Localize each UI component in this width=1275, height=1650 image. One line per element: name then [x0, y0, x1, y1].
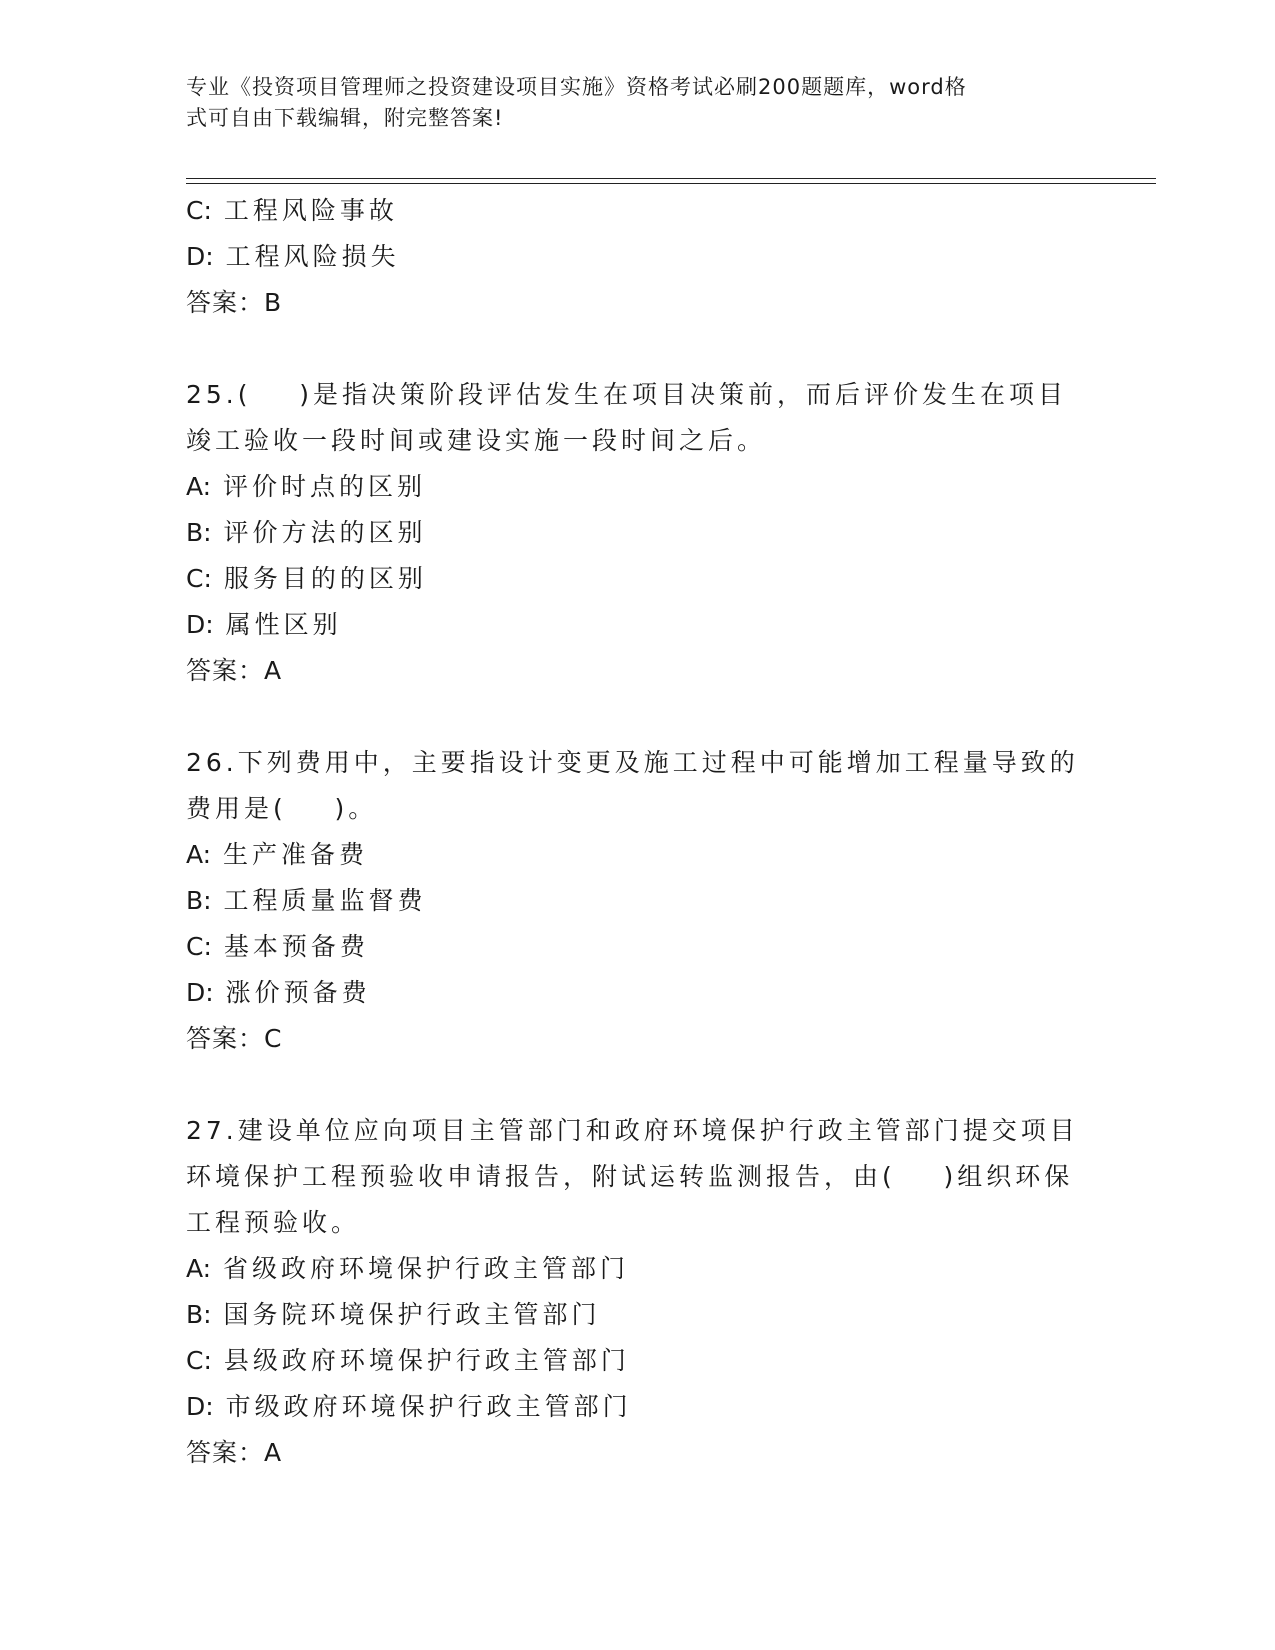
question-stem-line: 竣工验收一段时间或建设实施一段时间之后。 [186, 426, 767, 455]
option-key: B: [186, 518, 212, 547]
option-text: 评价方法的区别 [223, 518, 427, 547]
option-text: 基本预备费 [223, 932, 369, 961]
option-line [186, 188, 1086, 234]
option-key: A: [186, 472, 212, 501]
header-divider-bottom [186, 183, 1156, 184]
carry-over-block [186, 188, 1086, 326]
document-body [186, 188, 1086, 1476]
option-text: 国务院环境保护行政主管部门 [223, 1300, 601, 1329]
option-text: 省级政府环境保护行政主管部门 [223, 1254, 630, 1283]
answer-line: 答案：A [186, 1438, 283, 1467]
option-key: C: [186, 932, 212, 961]
option-line [186, 1338, 1086, 1384]
option-line [186, 924, 1086, 970]
header-line-2: 式可自由下载编辑，附完整答案! [186, 106, 504, 130]
option-text: 工程风险事故 [223, 196, 398, 225]
option-text: 市级政府环境保护行政主管部门 [225, 1392, 632, 1421]
option-line [186, 602, 1086, 648]
question-block-27 [186, 1108, 1086, 1476]
spacer [186, 694, 1086, 740]
option-line [186, 1246, 1086, 1292]
option-key: C: [186, 196, 212, 225]
header-divider-top [186, 178, 1156, 179]
option-key: D: [186, 610, 214, 639]
option-line [186, 510, 1086, 556]
option-key: B: [186, 1300, 212, 1329]
header-line-1: 专业《投资项目管理师之投资建设项目实施》资格考试必刷200题题库，word格 [186, 75, 967, 99]
option-text: 服务目的的区别 [223, 564, 427, 593]
option-text: 评价时点的区别 [223, 472, 427, 501]
option-text: 涨价预备费 [225, 978, 371, 1007]
option-line [186, 1292, 1086, 1338]
option-line [186, 1384, 1086, 1430]
option-line [186, 970, 1086, 1016]
option-line [186, 464, 1086, 510]
spacer [186, 326, 1086, 372]
question-stem-line: 26.下列费用中，主要指设计变更及施工过程中可能增加工程量导致的 [186, 748, 1079, 777]
option-key: C: [186, 1346, 212, 1375]
option-key: D: [186, 1392, 214, 1421]
option-text: 生产准备费 [223, 840, 369, 869]
option-key: C: [186, 564, 212, 593]
option-text: 属性区别 [225, 610, 342, 639]
option-line [186, 556, 1086, 602]
document-header [186, 72, 1066, 134]
option-line [186, 234, 1086, 280]
answer-line: 答案：C [186, 1024, 283, 1053]
option-key: A: [186, 840, 212, 869]
option-text: 工程风险损失 [225, 242, 400, 271]
question-stem-line: 27.建设单位应向项目主管部门和政府环境保护行政主管部门提交项目 [186, 1116, 1079, 1145]
answer-line: 答案：B [186, 288, 283, 317]
question-stem-line: 环境保护工程预验收申请报告，附试运转监测报告，由( )组织环保 [186, 1162, 1074, 1191]
option-line [186, 878, 1086, 924]
spacer [186, 1062, 1086, 1108]
question-stem-line: 工程预验收。 [186, 1208, 361, 1237]
option-text: 县级政府环境保护行政主管部门 [223, 1346, 630, 1375]
option-key: B: [186, 886, 212, 915]
question-block-26 [186, 740, 1086, 1062]
question-stem-line: 费用是( )。 [186, 794, 378, 823]
option-line [186, 832, 1086, 878]
question-block-25 [186, 372, 1086, 694]
answer-line: 答案：A [186, 656, 283, 685]
option-text: 工程质量监督费 [223, 886, 427, 915]
question-stem-line: 25.( )是指决策阶段评估发生在项目决策前，而后评价发生在项目 [186, 380, 1068, 409]
option-key: D: [186, 978, 214, 1007]
option-key: A: [186, 1254, 212, 1283]
option-key: D: [186, 242, 214, 271]
